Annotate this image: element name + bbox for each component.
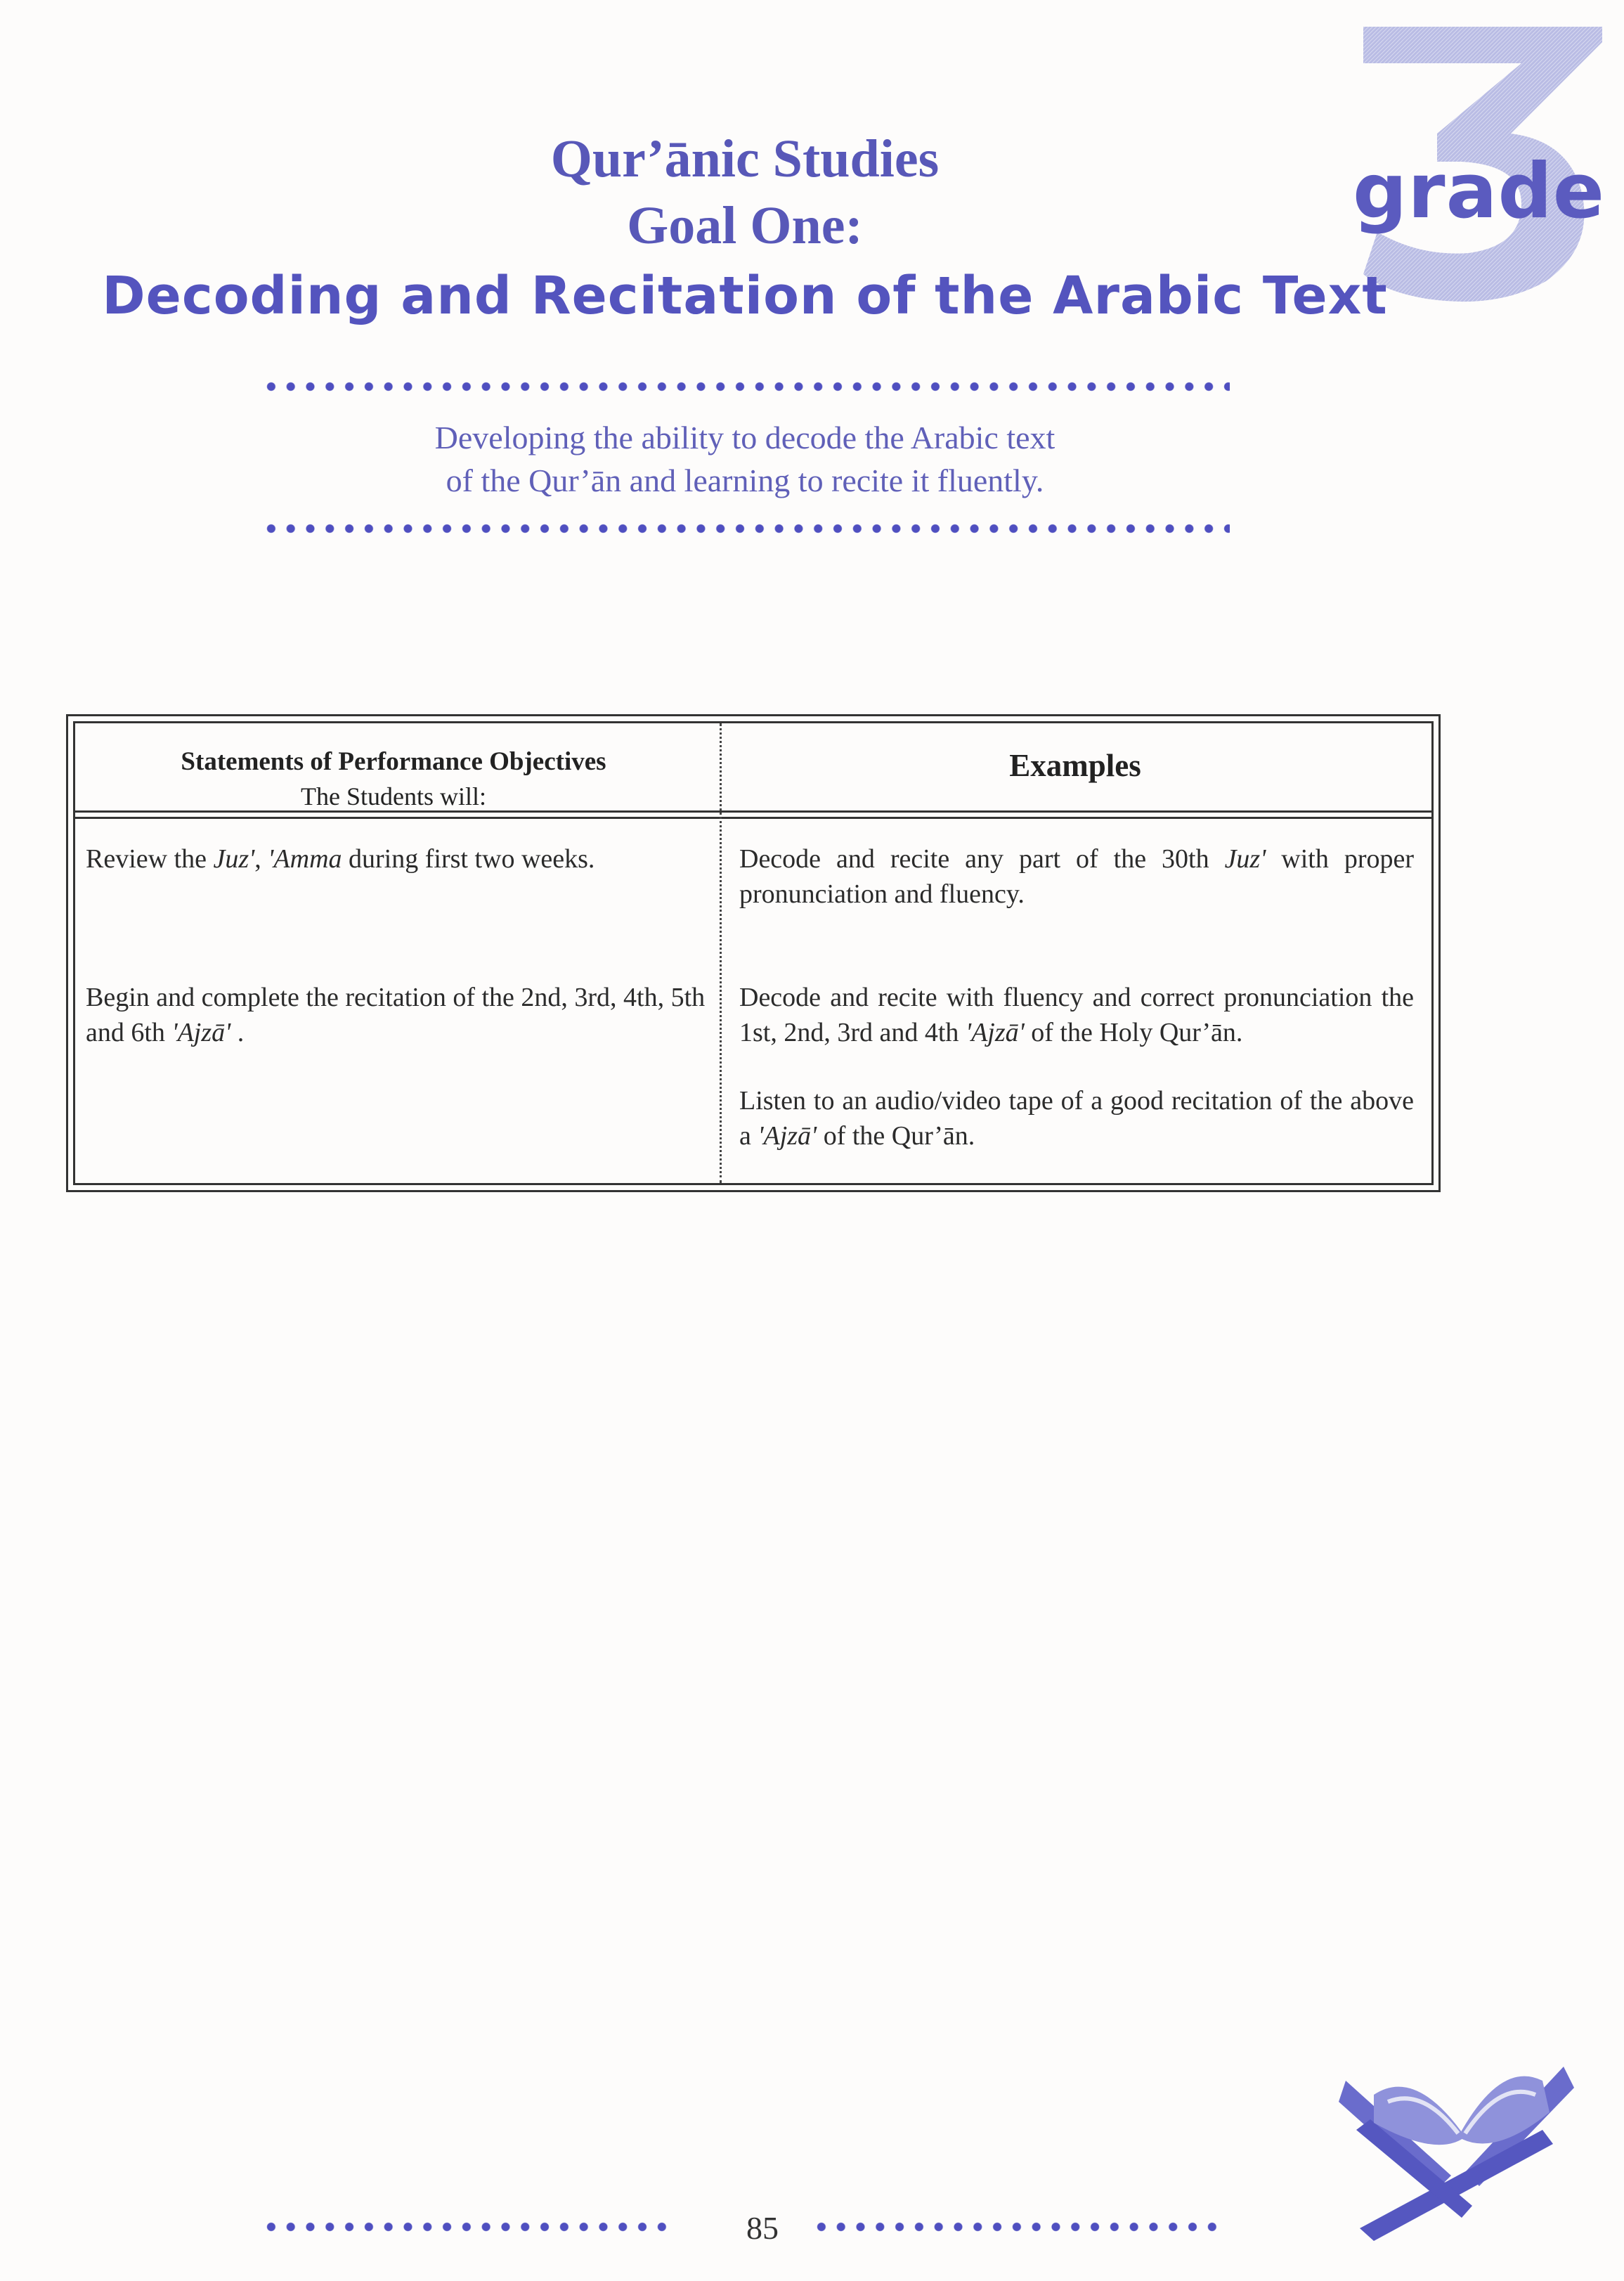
text: during first two weeks.	[342, 844, 595, 874]
objective-cell-1	[86, 841, 708, 877]
text: ,	[254, 844, 268, 874]
dotted-divider-bottom	[261, 524, 1230, 534]
example-cell-2	[739, 980, 1414, 1050]
text: Begin and complete the recitation of the 2nd, 3rd, 4th, 5th and 6th	[86, 983, 706, 1047]
table-column-divider	[720, 723, 722, 1183]
header-objectives: Statements of Performance Objectives	[181, 747, 606, 776]
example-cell-1	[739, 841, 1414, 912]
text: .	[230, 1018, 245, 1047]
footer-dots-left	[261, 2222, 669, 2232]
objective-cell-2	[86, 980, 708, 1050]
header-objectives-sub: The Students will:	[301, 782, 486, 810]
text: with proper pronunciation and fluency.	[739, 844, 1415, 909]
text: Review the	[86, 844, 214, 874]
text: of the Qur’ān.	[817, 1121, 975, 1151]
header-examples: Examples	[1009, 748, 1141, 783]
goal-description	[0, 416, 1490, 502]
goal-heading: Goal One:	[627, 196, 863, 255]
term-italic: Juz'	[1224, 844, 1266, 874]
page-title: Qur’ānic Studies	[550, 129, 940, 188]
grade-label: grade	[1353, 148, 1606, 235]
text: Listen to an audio/video tape of a good recitation of the above a	[739, 1086, 1414, 1151]
page-number: 85	[746, 2210, 779, 2246]
text: of the Holy Qur’ān.	[1024, 1018, 1243, 1047]
term-italic: 'Ajzā'	[171, 1018, 231, 1047]
term-italic: 'Ajzā'	[758, 1121, 817, 1151]
term-italic: Juz'	[213, 844, 255, 874]
term-italic: 'Amma	[268, 844, 342, 874]
example-cell-3	[739, 1083, 1414, 1154]
table-header-rule	[73, 810, 1434, 819]
dotted-divider-top	[261, 382, 1230, 392]
footer-dots-right	[812, 2222, 1218, 2232]
goal-description-line-2: of the Qur’ān and learning to recite it fluently.	[446, 463, 1044, 498]
goal-description-line-1: Developing the ability to decode the Arabic text	[434, 420, 1055, 455]
text: Decode and recite any part of the 30th	[739, 844, 1225, 874]
text: Decode and recite with fluency and correct pronunciation the 1st, 2nd, 3rd and 4th	[739, 983, 1414, 1047]
term-italic: 'Ajzā'	[965, 1018, 1025, 1047]
quran-stand-icon	[1332, 2053, 1578, 2242]
goal-subtitle: Decoding and Recitation of the Arabic Text	[102, 266, 1388, 326]
